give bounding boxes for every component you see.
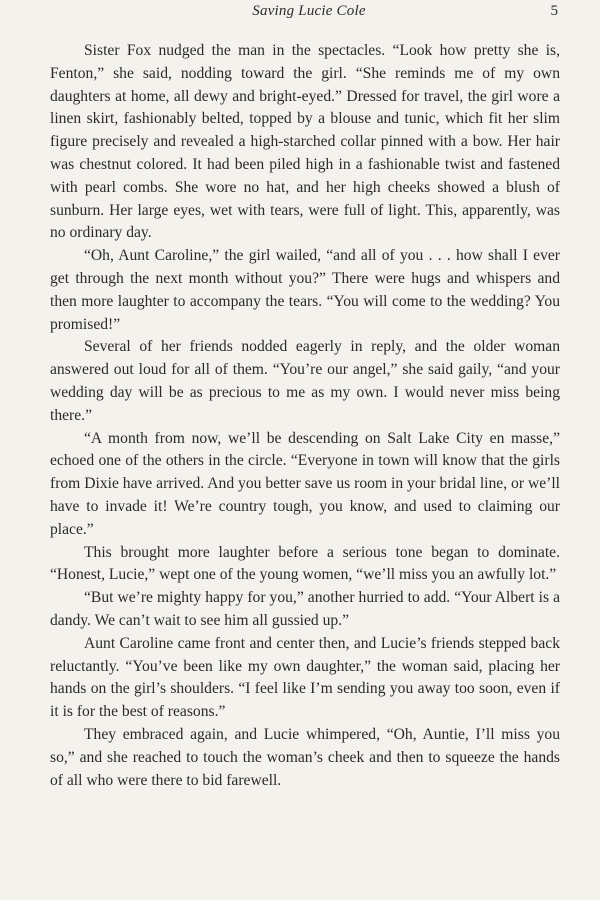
page-number: 5 (550, 3, 558, 19)
paragraph: “A month from now, we’ll be descending on Salt Lake City en masse,” echoed one of the others in the circle. “Everyone in town will know that the girls from Dixie have arrived. And you better save us room in your bridal line, or we’ll have to invade it! We’re country tough, you know, and used to claiming our place.” (50, 429, 560, 538)
paragraph: “But we’re mighty happy for you,” another hurried to add. “Your Albert is a dandy. We can’t wait to see him all gussied up.” (50, 589, 560, 629)
running-title: Saving Lucie Cole (252, 3, 366, 19)
paragraph: Aunt Caroline came front and center then, and Lucie’s friends stepped back reluctantly. “You’ve been like my own daughter,” the woman said, placing her hands on the girl’s shoulders. “I feel like I’m sending you away too soon, even if it is for the best of reasons.” (50, 634, 560, 721)
paragraph: Sister Fox nudged the man in the spectacles. “Look how pretty she is, Fenton,” she said, nodding toward the girl. “She reminds me of my own daughters at home, all dewy and bright-eyed.” Dressed for travel, the girl wore a linen skirt, fashionably belted, topped by a blouse and tunic, which fit her slim figure precisely and revealed a high-starched collar pinned with a bow. Her hair was chestnut colored. It had been piled high in a fashionable twist and fastened with pearl combs. She wore no hat, and her high cheeks showed a blush of sunburn. Her large eyes, wet with tears, were full of light. This, apparently, was no ordinary day. (50, 42, 560, 242)
paragraph: They embraced again, and Lucie whimpered, “Oh, Auntie, I’ll miss you so,” and she reached to touch the woman’s cheek and then to squeeze the hands of all who were there to bid farewell. (50, 725, 560, 789)
paragraph: Several of her friends nodded eagerly in reply, and the older woman answered out loud for all of them. “You’re our angel,” she said gaily, “and your wedding day will be as precious to me as my own. I would never miss being there.” (50, 338, 560, 424)
body-text (50, 40, 560, 792)
paragraph: This brought more laughter before a serious tone began to dominate. “Honest, Lucie,” wept one of the young women, “we’ll miss you an awfully lot.” (50, 543, 560, 584)
paragraph: “Oh, Aunt Caroline,” the girl wailed, “and all of you . . . how shall I ever get through the next month without you?” There were hugs and whispers and then more laughter to accompany the tears. “You will come to the wedding? You promised!” (50, 247, 560, 333)
running-header (60, 3, 558, 23)
